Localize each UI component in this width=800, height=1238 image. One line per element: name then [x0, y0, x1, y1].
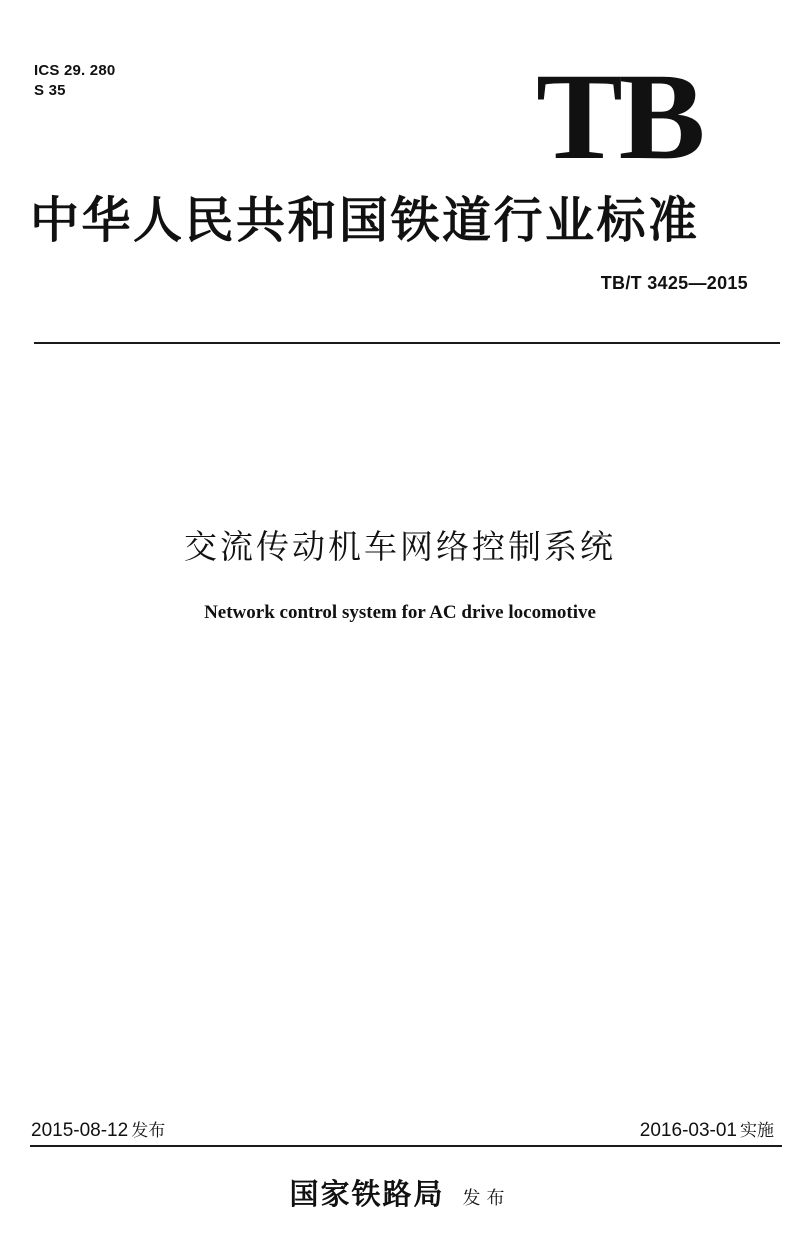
- top-divider: [34, 342, 780, 344]
- issue-date-line: [31, 1118, 165, 1144]
- publisher-line: [0, 1172, 800, 1213]
- tb-logo: TB: [536, 48, 702, 185]
- publisher-action: 发布: [462, 1188, 511, 1209]
- publisher-name: 国家铁路局: [289, 1177, 445, 1211]
- ccs-code: S 35: [34, 82, 66, 99]
- bottom-divider: [30, 1145, 782, 1147]
- implement-date-line: [640, 1118, 774, 1144]
- implement-date: 2016-03-01: [639, 1120, 737, 1141]
- document-title-english: Network control system for AC drive locomotive: [204, 602, 596, 623]
- implement-label: 实施: [740, 1121, 774, 1141]
- issue-date: 2015-08-12: [31, 1120, 129, 1141]
- document-title-chinese: 交流传动机车网络控制系统: [184, 527, 616, 566]
- issue-label: 发布: [131, 1121, 166, 1141]
- organization-title: 中华人民共和国铁道行业标准: [30, 192, 700, 249]
- ics-code: ICS 29. 280: [34, 62, 116, 79]
- standard-number: TB/T 3425—2015: [600, 273, 748, 293]
